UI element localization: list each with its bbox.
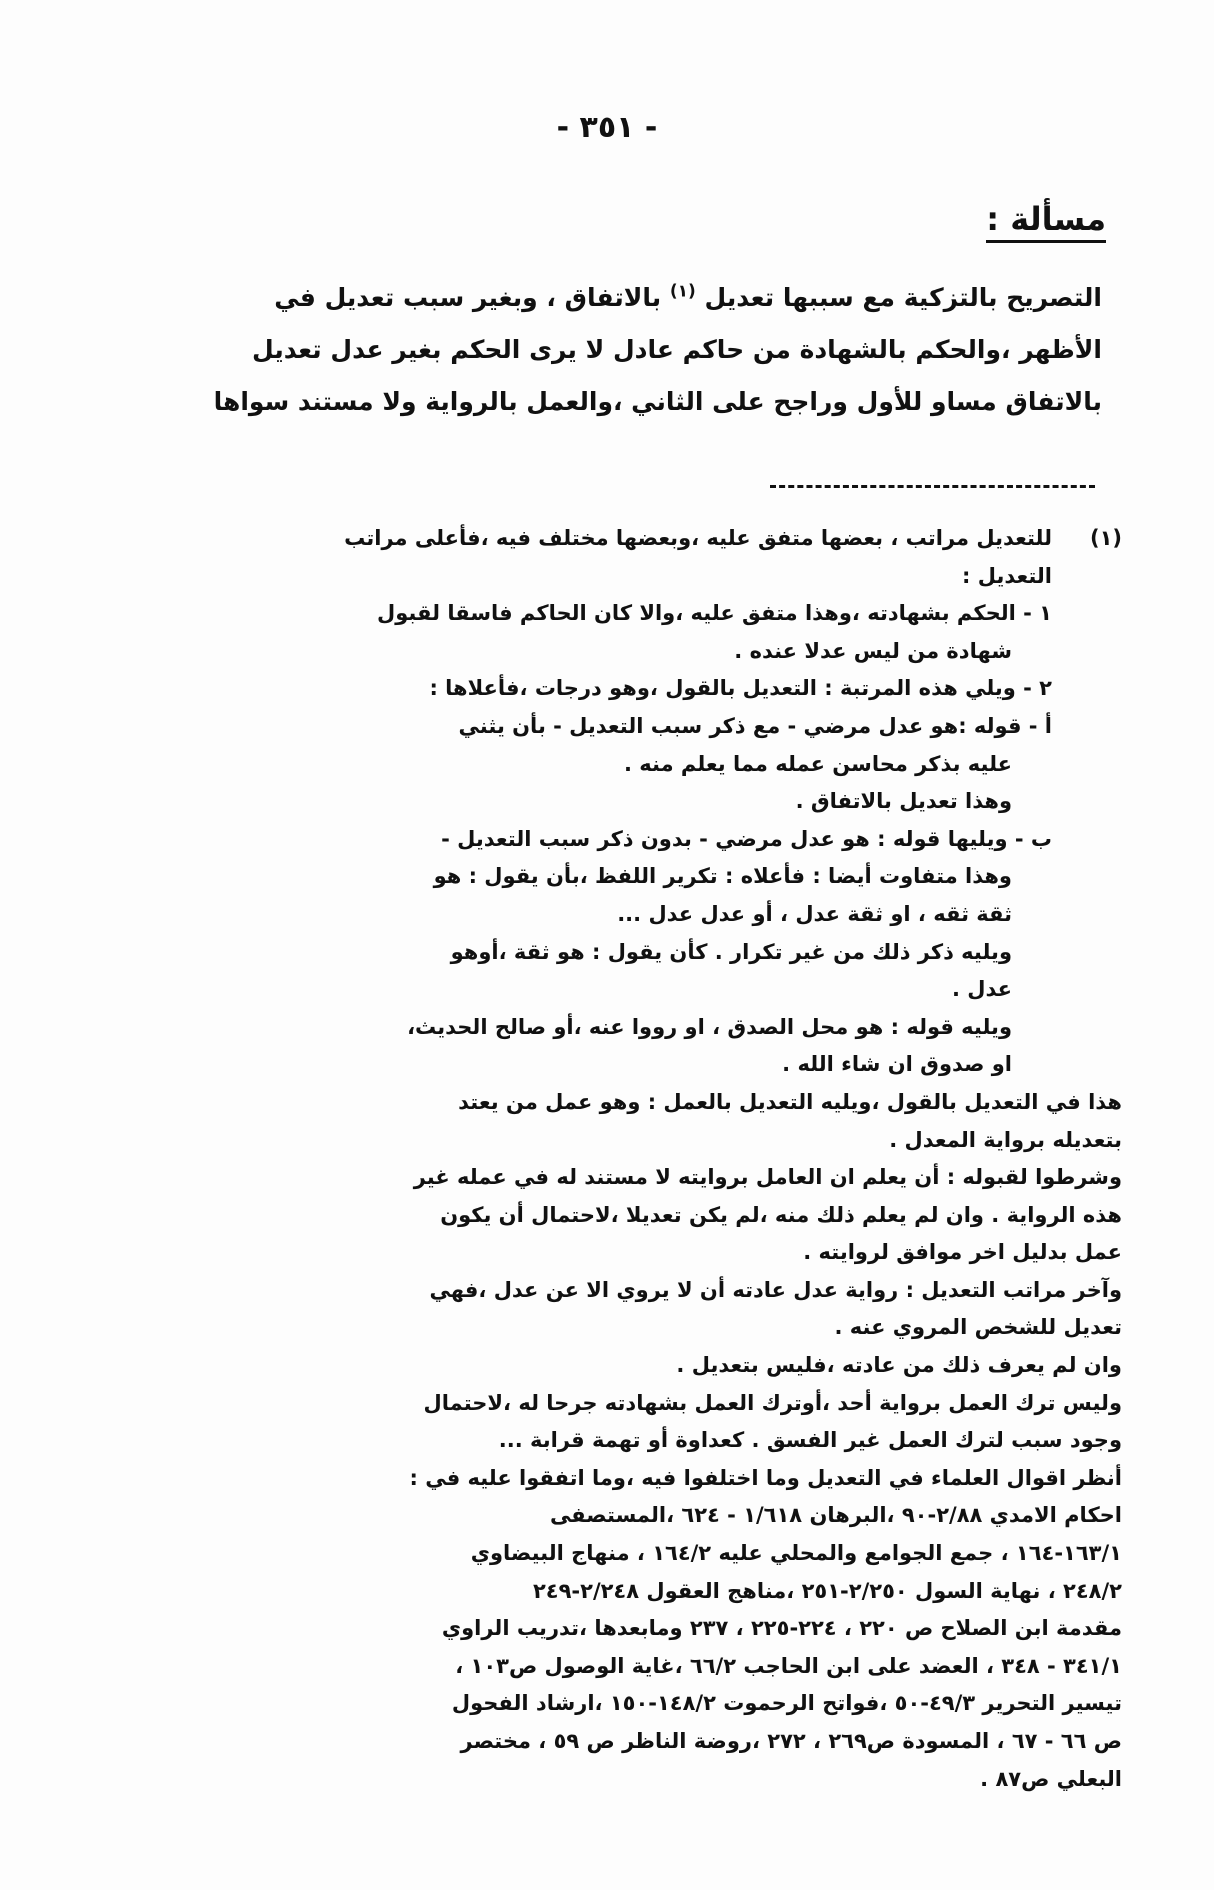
section-heading: مسألة : (986, 200, 1106, 243)
footnote-line: تيسير التحرير ٤٩/٣-٥٠ ،فواتح الرحموت ١٤٨/٢-١٥٠ ،ارشاد الفحول (451, 1691, 1122, 1716)
footnote-line: وهذا متفاوت أيضا : فأعلاه : تكرير اللفظ ،بأن يقول : هو (433, 864, 1012, 889)
footnote-line: هذه الرواية . وان لم يعلم ذلك منه ،لم يكن تعديلا ،لاحتمال أن يكون (440, 1202, 1122, 1227)
footnote-line: عليه بذكر محاسن عمله مما يعلم منه . (623, 751, 1012, 776)
footnote-line: أ - قوله :هو عدل مرضي - مع ذكر سبب التعديل - بأن يثني (458, 713, 1052, 738)
footnote-line: هذا في التعديل بالقول ،ويليه التعديل بالعمل : وهو عمل من يعتد (458, 1089, 1122, 1114)
footnote (162, 520, 1122, 1798)
footnote-line: او صدوق ان شاء الله . (782, 1052, 1012, 1077)
footnote-line: شهادة من ليس عدلا عنده . (734, 638, 1012, 663)
footnote-line: ويليه قوله : هو محل الصدق ، او رووا عنه ،أو صالح الحديث، (407, 1014, 1012, 1039)
footnote-marker: (١) (1089, 526, 1122, 550)
footnote-line: وهذا تعديل بالاتفاق . (795, 789, 1012, 814)
paragraph-text: التصريح بالتزكية مع سببها تعديل (704, 283, 1102, 312)
paragraph-line: بالاتفاق مساو للأول وراجح على الثاني ،والعمل بالرواية ولا مستند سواها (213, 387, 1102, 416)
footnote-line: ١٦٣/١-١٦٤ ، جمع الجوامع والمحلي عليه ١٦٤/٢ ، منهاج البيضاوي (470, 1541, 1122, 1566)
paragraph-text: بالاتفاق ، وبغير سبب تعديل في (274, 283, 662, 312)
footnote-line: وآخر مراتب التعديل : رواية عدل عادته أن لا يروي الا عن عدل ،فهي (429, 1277, 1122, 1302)
footnote-line: للتعديل مراتب ، بعضها متفق عليه ،وبعضها مختلف فيه ،فأعلى مراتب (344, 526, 1052, 550)
footnote-line: ٢ - ويلي هذه المرتبة : التعديل بالقول ،وهو درجات ،فأعلاها : (429, 676, 1052, 701)
footnote-reference: (١) (669, 281, 696, 302)
footnote-line: ويليه ذكر ذلك من غير تكرار . كأن يقول : هو ثقة ،أوهو (450, 939, 1012, 964)
footnote-line: ١ - الحكم بشهادته ،وهذا متفق عليه ،والا كان الحاكم فاسقا لقبول (377, 601, 1052, 626)
footnote-line: احكام الامدي ٢/٨٨-٩٠ ،البرهان ١/٦١٨ - ٦٢٤ ،المستصفى (549, 1503, 1122, 1528)
footnote-line: مقدمة ابن الصلاح ص ٢٢٠ ، ٢٢٤-٢٢٥ ، ٢٣٧ ومابعدها ،تدريب الراوي (441, 1616, 1122, 1641)
footnote-line: البعلي ص٨٧ . (980, 1766, 1122, 1791)
footnote-line: عدل . (952, 977, 1012, 1002)
footnote-line: التعديل : (962, 563, 1052, 588)
footnote-line: بتعديله برواية المعدل . (889, 1127, 1122, 1152)
footnote-line: وان لم يعرف ذلك من عادته ،فليس بتعديل . (676, 1353, 1122, 1378)
footnote-separator (770, 485, 1095, 488)
footnote-line: عمل بدليل اخر موافق لروايته . (803, 1240, 1122, 1265)
footnote-line: ص ٦٦ - ٦٧ ، المسودة ص٢٦٩ ، ٢٧٢ ،روضة الناظر ص ٥٩ ، مختصر (460, 1729, 1122, 1753)
footnote-line: ٣٤١/١ - ٣٤٨ ، العضد على ابن الحاجب ٦٦/٢ ،غاية الوصول ص١٠٣ ، (455, 1653, 1122, 1678)
paragraph-line: الأظهر ،والحكم بالشهادة من حاكم عادل لا يرى الحكم بغير عدل تعديل (252, 335, 1102, 364)
footnote-line: وليس ترك العمل برواية أحد ،أوترك العمل بشهادته جرحا له ،لاحتمال (423, 1390, 1122, 1415)
page-number: - ٣٥١ - (556, 110, 658, 145)
footnote-line: ب - ويليها قوله : هو عدل مرضي - بدون ذكر سبب التعديل - (441, 826, 1052, 851)
footnote-line: ثقة ثقه ، او ثقة عدل ، أو عدل عدل ... (617, 901, 1012, 926)
footnote-line: أنظر اقوال العلماء في التعديل وما اختلفوا فيه ،وما اتفقوا عليه في : (409, 1465, 1122, 1490)
footnote-line: وشرطوا لقبوله : أن يعلم ان العامل بروايته لا مستند له في عمله غير (413, 1165, 1122, 1190)
paragraph-line (192, 272, 1102, 324)
footnote-line: تعديل للشخص المروي عنه . (834, 1315, 1122, 1340)
footnote-line: وجود سبب لترك العمل غير الفسق . كعداوة أو تهمة قرابة ... (498, 1428, 1122, 1453)
main-paragraph (192, 272, 1102, 428)
footnote-line: ٢٤٨/٢ ، نهاية السول ٢/٢٥٠-٢٥١ ،مناهج العقول ٢/٢٤٨-٢٤٩ (532, 1578, 1122, 1603)
